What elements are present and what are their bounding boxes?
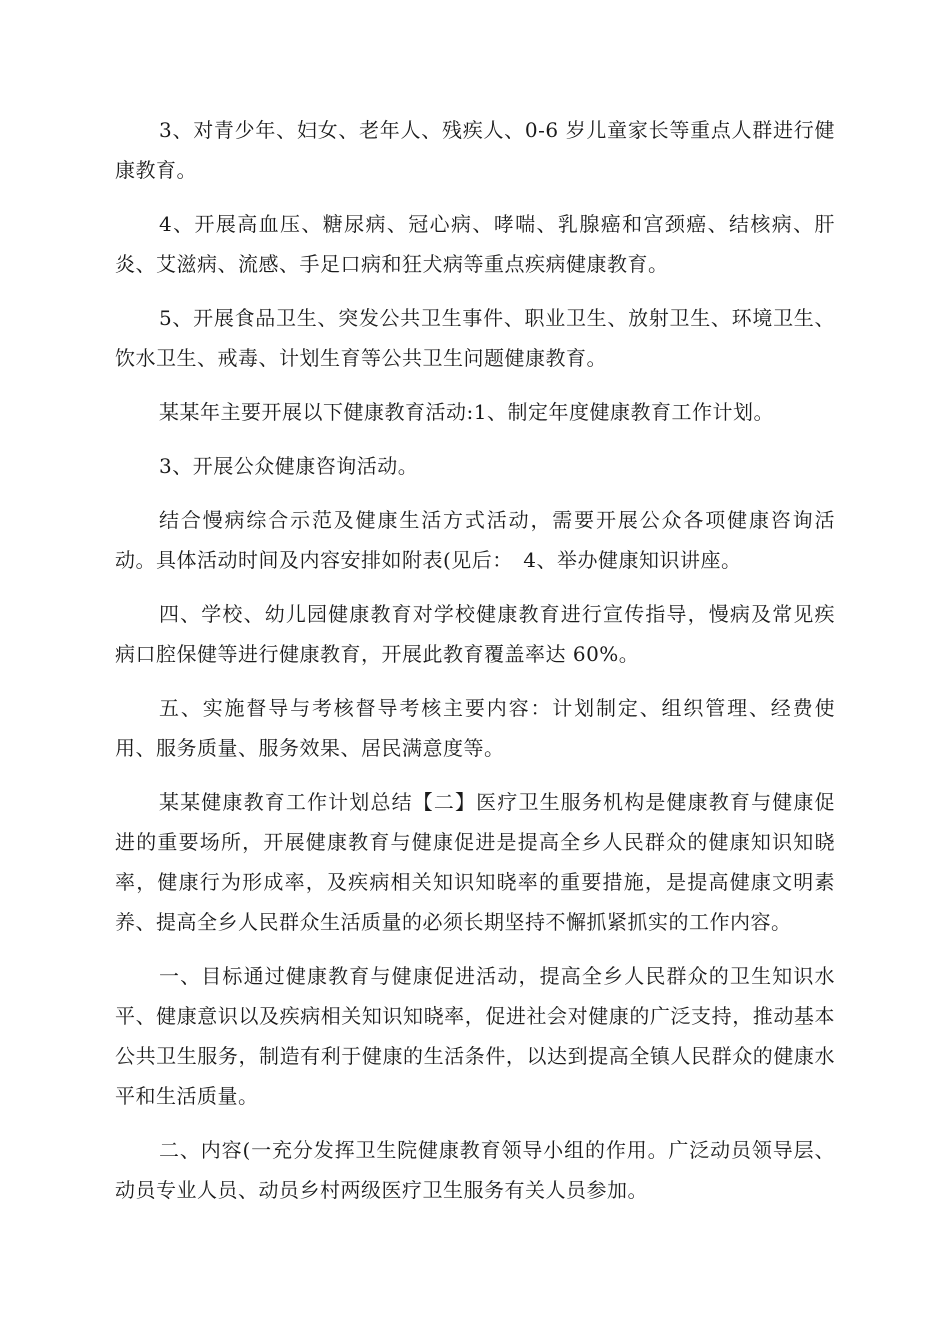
paragraph-section-five-supervision: 五、实施督导与考核督导考核主要内容：计划制定、组织管理、经费使用、服务质量、服务效果、居民满意度等。 — [115, 696, 835, 760]
paragraph-summary-part-two: 某某健康教育工作计划总结【二】医疗卫生服务机构是健康教育与健康促进的重要场所，开展健康教育与健康促进是提高全乡人民群众的健康知识知晓率，健康行为形成率，及疾病相关知识知晓率的重要措施，是提高健康文明素养、提高全乡人民群众生活质量的必须长期坚持不懈抓紧抓实的工作内容。 — [115, 790, 835, 934]
document-body — [115, 110, 835, 1224]
paragraph-item-3: 3、对青少年、妇女、老年人、残疾人、0-6 岁儿童家长等重点人群进行健康教育。 — [115, 118, 835, 182]
paragraph-consultation: 3、开展公众健康咨询活动。 — [159, 454, 419, 478]
paragraph-item-4: 4、开展高血压、糖尿病、冠心病、哮喘、乳腺癌和宫颈癌、结核病、肝炎、艾滋病、流感、手足口病和狂犬病等重点疾病健康教育。 — [115, 212, 835, 276]
paragraph-section-one-goals: 一、目标通过健康教育与健康促进活动，提高全乡人民群众的卫生知识水平、健康意识以及疾病相关知识知晓率，促进社会对健康的广泛支持，推动基本公共卫生服务，制造有利于健康的生活条件，以达到提高全镇人民群众的健康水平和生活质量。 — [115, 964, 835, 1108]
paragraph-annual-activities: 某某年主要开展以下健康教育活动:1、制定年度健康教育工作计划。 — [159, 400, 774, 424]
paragraph-item-5: 5、开展食品卫生、突发公共卫生事件、职业卫生、放射卫生、环境卫生、饮水卫生、戒毒、计划生育等公共卫生问题健康教育。 — [115, 306, 835, 370]
paragraph-chronic-disease-demo: 结合慢病综合示范及健康生活方式活动，需要开展公众各项健康咨询活动。具体活动时间及内容安排如附表(见后： 4、举办健康知识讲座。 — [115, 508, 835, 572]
paragraph-section-four-schools: 四、学校、幼儿园健康教育对学校健康教育进行宣传指导，慢病及常见疾病口腔保健等进行健康教育，开展此教育覆盖率达 60%。 — [115, 602, 835, 666]
paragraph-section-two-content: 二、内容(一充分发挥卫生院健康教育领导小组的作用。广泛动员领导层、动员专业人员、动员乡村两级医疗卫生服务有关人员参加。 — [115, 1138, 835, 1202]
